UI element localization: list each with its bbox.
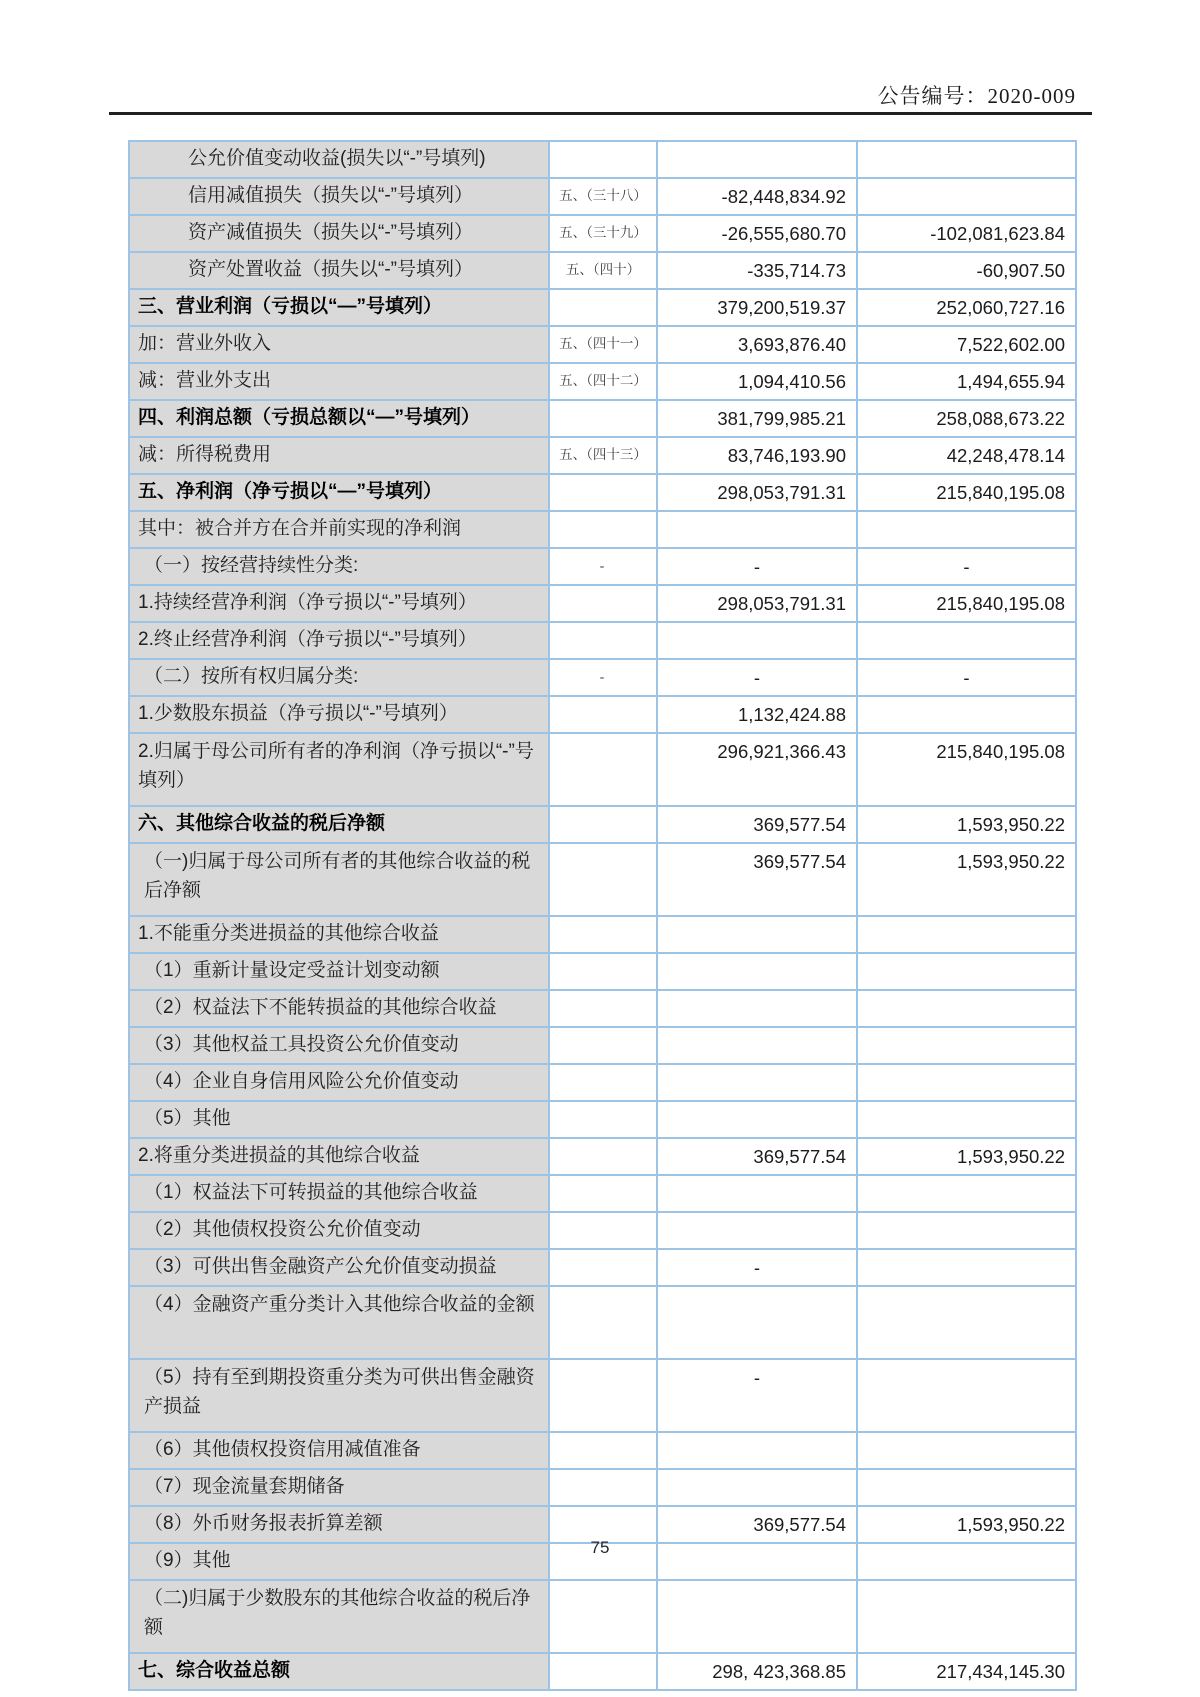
amount-prior-cell [857,1580,1076,1653]
page-number: 75 [590,1538,610,1557]
table-row [129,474,1076,511]
note-ref-cell [549,1101,657,1138]
table-row [129,1101,1076,1138]
amount-current-cell: 296,921,366.43 [657,733,857,806]
item-label-cell: （2）权益法下不能转损益的其他综合收益 [129,990,549,1027]
amount-prior-cell [857,1212,1076,1249]
amount-current-cell [657,1101,857,1138]
amount-prior-cell: 42,248,478.14 [857,437,1076,474]
amount-prior-cell: 215,840,195.08 [857,733,1076,806]
item-label-cell: （9）其他 [129,1543,549,1580]
amount-prior-cell: 258,088,673.22 [857,400,1076,437]
note-ref-cell [549,696,657,733]
table-row [129,990,1076,1027]
item-label-cell: 2.将重分类进损益的其他综合收益 [129,1138,549,1175]
amount-current-cell: - [657,548,857,585]
note-ref-cell [549,1249,657,1286]
table-row [129,1138,1076,1175]
table-row [129,1359,1076,1432]
amount-prior-cell: 1,494,655.94 [857,363,1076,400]
item-label-cell: 1.持续经营净利润（净亏损以“-”号填列） [129,585,549,622]
table-row [129,696,1076,733]
table-row [129,1286,1076,1359]
amount-prior-cell: 217,434,145.30 [857,1653,1076,1690]
amount-prior-cell [857,1175,1076,1212]
item-label-cell: （1）重新计量设定受益计划变动额 [129,953,549,990]
amount-current-cell [657,1286,857,1359]
amount-current-cell: 379,200,519.37 [657,289,857,326]
note-ref-cell [549,916,657,953]
amount-current-cell [657,953,857,990]
amount-current-cell [657,511,857,548]
note-ref-cell [549,1580,657,1653]
table-row [129,585,1076,622]
table-row [129,806,1076,843]
item-label-cell: （5）持有至到期投资重分类为可供出售金融资产损益 [129,1359,549,1432]
amount-current-cell [657,1212,857,1249]
table-row [129,548,1076,585]
note-ref-cell [549,953,657,990]
amount-prior-cell [857,916,1076,953]
note-ref-cell [549,1469,657,1506]
amount-prior-cell [857,1469,1076,1506]
table-row [129,1064,1076,1101]
amount-prior-cell [857,622,1076,659]
item-label-cell: （5）其他 [129,1101,549,1138]
amount-current-cell: 369,577.54 [657,806,857,843]
amount-prior-cell: 215,840,195.08 [857,585,1076,622]
note-ref-cell [549,1175,657,1212]
item-label-cell: 四、利润总额（亏损总额以“—”号填列） [129,400,549,437]
amount-current-cell: 1,094,410.56 [657,363,857,400]
amount-current-cell [657,1432,857,1469]
amount-prior-cell: - [857,659,1076,696]
item-label-cell: 三、营业利润（亏损以“—”号填列） [129,289,549,326]
note-ref-cell [549,1027,657,1064]
item-label-cell: 加：营业外收入 [129,326,549,363]
amount-current-cell [657,916,857,953]
amount-prior-cell [857,990,1076,1027]
amount-current-cell: 298, 423,368.85 [657,1653,857,1690]
amount-current-cell [657,622,857,659]
note-ref-cell: 五、（四十二） [549,363,657,400]
item-label-cell: 2.归属于母公司所有者的净利润（净亏损以“-”号填列） [129,733,549,806]
note-ref-cell [549,1286,657,1359]
doc-number: 公告编号：2020-009 [877,84,1076,108]
amount-current-cell: 369,577.54 [657,1506,857,1543]
table-row [129,622,1076,659]
income-statement-table [128,140,1077,1691]
item-label-cell: 七、综合收益总额 [129,1653,549,1690]
amount-prior-cell [857,1359,1076,1432]
note-ref-cell: 五、（四十一） [549,326,657,363]
note-ref-cell [549,1359,657,1432]
amount-prior-cell [857,141,1076,178]
item-label-cell: 1.不能重分类进损益的其他综合收益 [129,916,549,953]
amount-prior-cell: 1,593,950.22 [857,1138,1076,1175]
note-ref-cell [549,806,657,843]
note-ref-cell [549,474,657,511]
item-label-cell: 其中：被合并方在合并前实现的净利润 [129,511,549,548]
item-label-cell: （二）按所有权归属分类: [129,659,549,696]
note-ref-cell [549,733,657,806]
item-label-cell: （二)归属于少数股东的其他综合收益的税后净额 [129,1580,549,1653]
amount-prior-cell: 1,593,950.22 [857,1506,1076,1543]
item-label-cell: （8）外币财务报表折算差额 [129,1506,549,1543]
amount-prior-cell [857,1101,1076,1138]
amount-prior-cell [857,178,1076,215]
item-label-cell: 减：所得税费用 [129,437,549,474]
table-row [129,326,1076,363]
table-row [129,953,1076,990]
item-label-cell: 资产减值损失（损失以“-”号填列） [129,215,549,252]
amount-current-cell: -82,448,834.92 [657,178,857,215]
table-row [129,141,1076,178]
amount-current-cell: 1,132,424.88 [657,696,857,733]
amount-prior-cell: 252,060,727.16 [857,289,1076,326]
amount-current-cell [657,1027,857,1064]
note-ref-cell [549,585,657,622]
amount-prior-cell [857,1249,1076,1286]
item-label-cell: （3）可供出售金融资产公允价值变动损益 [129,1249,549,1286]
amount-current-cell: 83,746,193.90 [657,437,857,474]
amount-prior-cell [857,511,1076,548]
note-ref-cell [549,990,657,1027]
table-row [129,916,1076,953]
amount-prior-cell [857,1286,1076,1359]
amount-current-cell: -26,555,680.70 [657,215,857,252]
note-ref-cell [549,1432,657,1469]
note-ref-cell [549,1138,657,1175]
note-ref-cell [549,1064,657,1101]
note-ref-cell: 五、（三十八） [549,178,657,215]
amount-current-cell: 369,577.54 [657,843,857,916]
table-row [129,400,1076,437]
note-ref-cell: 五、（四十） [549,252,657,289]
amount-prior-cell [857,1064,1076,1101]
table-row [129,215,1076,252]
amount-current-cell [657,1175,857,1212]
table-row [129,1432,1076,1469]
item-label-cell: 1.少数股东损益（净亏损以“-”号填列） [129,696,549,733]
amount-prior-cell: -102,081,623.84 [857,215,1076,252]
table-row [129,178,1076,215]
item-label-cell: （4）企业自身信用风险公允价值变动 [129,1064,549,1101]
item-label-cell: 公允价值变动收益(损失以“-”号填列) [129,141,549,178]
income-statement-table-body [129,141,1076,1690]
amount-prior-cell: 7,522,602.00 [857,326,1076,363]
item-label-cell: 五、净利润（净亏损以“—”号填列） [129,474,549,511]
item-label-cell: 六、其他综合收益的税后净额 [129,806,549,843]
note-ref-cell: - [549,659,657,696]
table-row [129,289,1076,326]
amount-prior-cell: 1,593,950.22 [857,843,1076,916]
table-row [129,733,1076,806]
amount-prior-cell [857,696,1076,733]
item-label-cell: （一)归属于母公司所有者的其他综合收益的税后净额 [129,843,549,916]
note-ref-cell [549,141,657,178]
item-label-cell: （7）现金流量套期储备 [129,1469,549,1506]
note-ref-cell [549,622,657,659]
item-label-cell: （4）金融资产重分类计入其他综合收益的金额 [129,1286,549,1359]
table-row [129,1653,1076,1690]
amount-prior-cell: -60,907.50 [857,252,1076,289]
item-label-cell: 减：营业外支出 [129,363,549,400]
note-ref-cell [549,843,657,916]
amount-current-cell [657,1580,857,1653]
item-label-cell: 信用减值损失（损失以“-”号填列） [129,178,549,215]
amount-current-cell [657,1469,857,1506]
item-label-cell: （1）权益法下可转损益的其他综合收益 [129,1175,549,1212]
amount-prior-cell [857,1432,1076,1469]
amount-prior-cell [857,1027,1076,1064]
table-row [129,437,1076,474]
note-ref-cell [549,289,657,326]
table-row [129,1249,1076,1286]
table-row [129,363,1076,400]
amount-prior-cell [857,953,1076,990]
note-ref-cell [549,511,657,548]
table-row [129,1175,1076,1212]
note-ref-cell: - [549,548,657,585]
table-row [129,511,1076,548]
note-ref-cell: 五、（三十九） [549,215,657,252]
item-label-cell: （2）其他债权投资公允价值变动 [129,1212,549,1249]
note-ref-cell [549,1212,657,1249]
amount-current-cell [657,141,857,178]
amount-current-cell [657,1064,857,1101]
amount-prior-cell: 215,840,195.08 [857,474,1076,511]
table-row [129,1580,1076,1653]
table-row [129,1212,1076,1249]
amount-current-cell: 298,053,791.31 [657,585,857,622]
amount-current-cell: - [657,1249,857,1286]
amount-current-cell: 298,053,791.31 [657,474,857,511]
item-label-cell: （一）按经营持续性分类: [129,548,549,585]
table-row [129,659,1076,696]
table-row [129,252,1076,289]
item-label-cell: （6）其他债权投资信用减值准备 [129,1432,549,1469]
note-ref-cell [549,1653,657,1690]
amount-current-cell: 381,799,985.21 [657,400,857,437]
item-label-cell: 2.终止经营净利润（净亏损以“-”号填列） [129,622,549,659]
note-ref-cell: 五、（四十三） [549,437,657,474]
amount-current-cell [657,990,857,1027]
amount-prior-cell: - [857,548,1076,585]
table-row [129,1469,1076,1506]
amount-current-cell: 3,693,876.40 [657,326,857,363]
income-statement-table-container [128,140,1077,1691]
amount-current-cell: -335,714.73 [657,252,857,289]
item-label-cell: 资产处置收益（损失以“-”号填列） [129,252,549,289]
amount-prior-cell: 1,593,950.22 [857,806,1076,843]
note-ref-cell [549,400,657,437]
item-label-cell: （3）其他权益工具投资公允价值变动 [129,1027,549,1064]
header-rule [109,112,1092,115]
table-row [129,1027,1076,1064]
table-row [129,843,1076,916]
amount-current-cell: - [657,1359,857,1432]
amount-current-cell: - [657,659,857,696]
amount-current-cell: 369,577.54 [657,1138,857,1175]
